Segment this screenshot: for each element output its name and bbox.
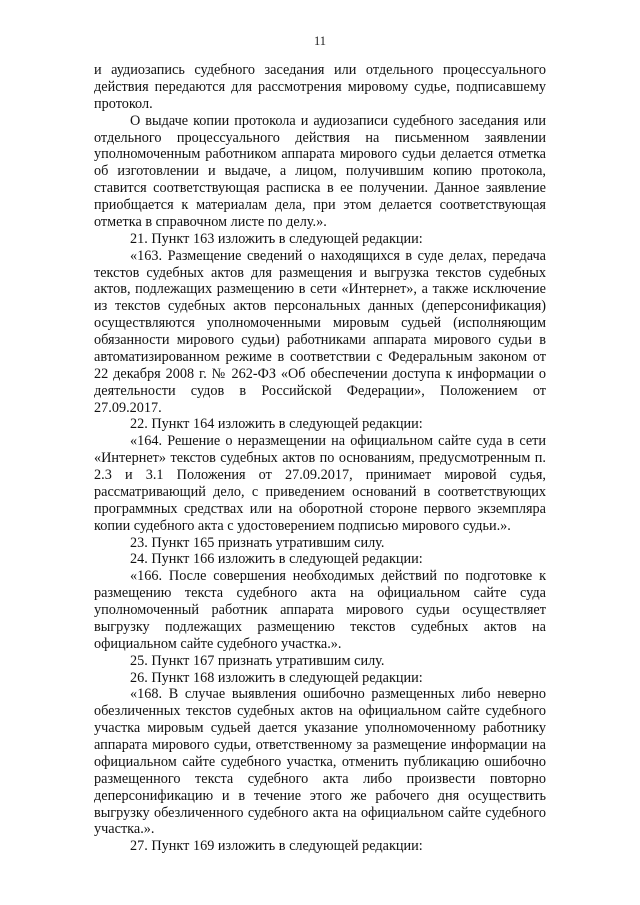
paragraph: «164. Решение о неразмещении на официальном сайте суда в сети «Интернет» текстов судебных актов по основаниям, предусмотренным п. 2.3 и 3.1 Положения от 27.09.2017, принимает мировой судья, рассматривающий дело, с приведением оснований в соответствующих программных средствах или на оборотной стороне первого экземпляра копии судебного акта с удостоверением подписью мирового судьи.». (94, 433, 546, 534)
paragraph: 21. Пункт 163 изложить в следующей редакции: (130, 230, 423, 247)
paragraph: 26. Пункт 168 изложить в следующей редакции: (130, 669, 423, 686)
paragraph: «168. В случае выявления ошибочно размещенных либо неверно обезличенных текстов судебных актов на официальном сайте судебного участка мировым судьей дается указание уполномоченному работнику аппарата мирового судьи, ответственному за размещение информации на официальном сайте судебного участка, отменить публикацию ошибочно размещенного текста судебного акта либо произвести повторно деперсонификацию и в течение этого же рабочего дня осуществить выгрузку обезличенного судебного акта на официальном сайте судебного участка.». (94, 686, 546, 838)
paragraph: «166. После совершения необходимых действий по подготовке к размещению текста судебного акта на официальном сайте суда уполномоченный работник аппарата мирового судьи осуществляет выгрузку подлежащих размещению текстов судебных актов на официальном сайте судебного участка.». (94, 568, 546, 652)
paragraph: 27. Пункт 169 изложить в следующей редакции: (130, 838, 423, 855)
paragraph: 25. Пункт 167 признать утратившим силу. (130, 652, 385, 669)
paragraph: «163. Размещение сведений о находящихся в суде делах, передача текстов судебных актов для размещения и выгрузка текстов судебных актов, подлежащих размещению в сети «Интернет», а также исключение из текстов судебных актов персональных данных (деперсонификация) осуществляются уполномоченными мировым судьей (исполняющим обязанности мирового судьи) работниками аппарата мирового судьи в автоматизированном режиме в соответствии с Федеральным законом от 22 декабря 2008 г. № 262-ФЗ «Об обеспечении доступа к информации о деятельности судов в Российской Федерации», Положением от 27.09.2017. (94, 247, 546, 416)
paragraph: 23. Пункт 165 признать утратившим силу. (130, 534, 385, 551)
document-body (94, 62, 546, 855)
paragraph: и аудиозапись судебного заседания или отдельного процессуального действия передаются для рассмотрения мировому судье, подписавшему протокол. (94, 62, 546, 112)
paragraph: 22. Пункт 164 изложить в следующей редакции: (130, 416, 423, 433)
paragraph: О выдаче копии протокола и аудиозаписи судебного заседания или отдельного процессуального действия на письменном заявлении уполномоченным работником аппарата мирового судьи делается отметка об изготовлении и выдаче, а лицом, получившим копию протокола, ставится соответствующая расписка в ее получении. Данное заявление приобщается к материалам дела, при этом делается соответствующая отметка в справочном листе по делу.». (94, 112, 546, 230)
paragraph: 24. Пункт 166 изложить в следующей редакции: (130, 551, 423, 568)
page-number: 11 (313, 34, 327, 48)
